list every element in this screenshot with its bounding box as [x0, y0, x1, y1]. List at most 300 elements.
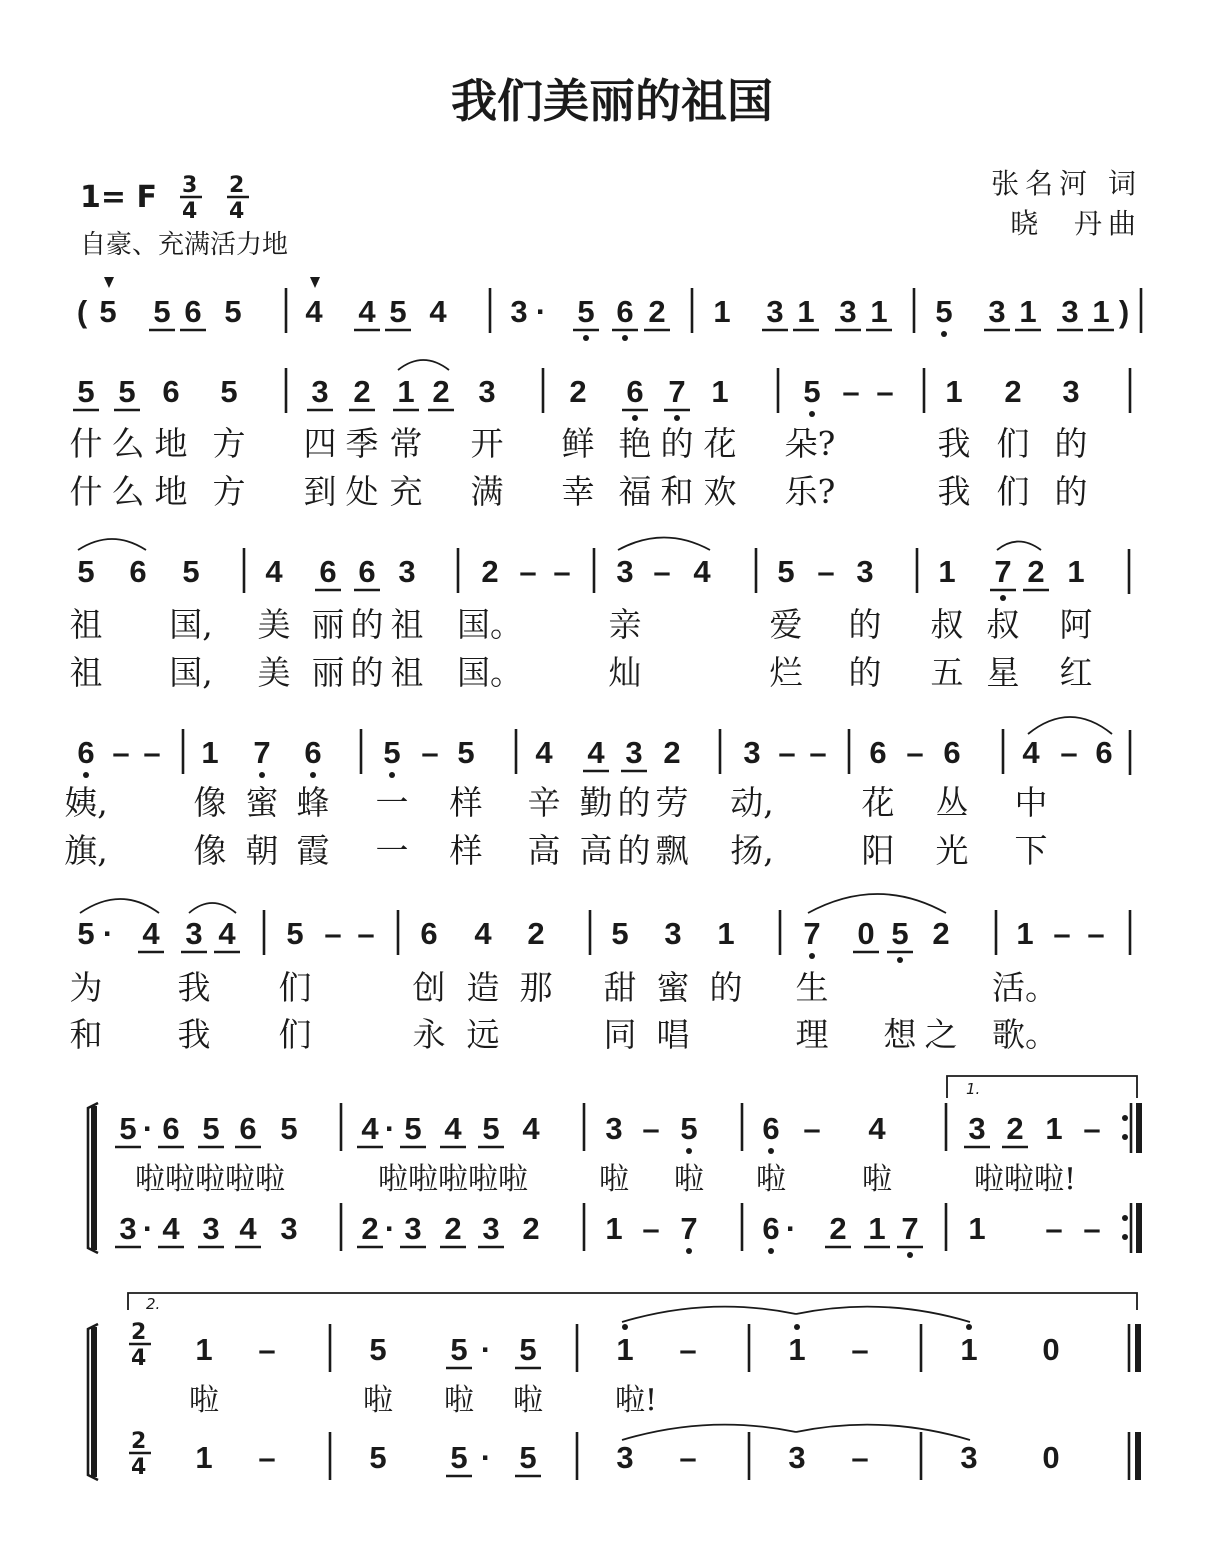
low-octave-dot [632, 415, 638, 421]
lyric-syllable: 我 [937, 472, 971, 511]
note: 7 [253, 735, 271, 770]
lyric-syllable: 生 [795, 968, 829, 1007]
note: 2 [522, 1211, 540, 1246]
slur [796, 1425, 970, 1440]
parenthesis: ) [1118, 294, 1130, 329]
lyric-syllable: 啦 [756, 1162, 786, 1197]
lyric-syllable: 美 [257, 653, 291, 692]
lyric-syllable: 艳 [618, 424, 652, 463]
slur [618, 538, 710, 551]
note: 3 [1061, 294, 1079, 329]
extension-dash: – [876, 374, 894, 409]
note: 1 [397, 374, 415, 409]
lyric-syllable: 一 [375, 783, 409, 822]
note: 5 [457, 735, 475, 770]
note: 4 [239, 1211, 257, 1246]
volta-number: 1. [966, 1080, 981, 1098]
lyric-syllable: 那 [519, 968, 553, 1007]
note: 5 [519, 1332, 537, 1367]
lyric-syllable: 造 [466, 968, 500, 1007]
note: 3 [766, 294, 784, 329]
volta-number: 2. [146, 1295, 161, 1313]
note: 5 [680, 1111, 698, 1146]
note: 5 [153, 294, 171, 329]
slur [622, 1425, 796, 1440]
note: 5 [450, 1332, 468, 1367]
extension-dash: – [803, 1111, 821, 1146]
lyric-syllable: 劳 [655, 783, 689, 822]
extension-dash: – [553, 554, 571, 589]
time-signature-3-4 [180, 173, 202, 224]
note: 2 [932, 916, 950, 951]
note: 6 [762, 1211, 780, 1246]
lyric-syllable: 啦啦啦啦啦 [378, 1162, 528, 1197]
lyric-syllable: 的 [617, 783, 651, 822]
note: 6 [129, 554, 147, 589]
note: 2 [1027, 554, 1045, 589]
lyric-syllable: 丛 [935, 783, 969, 822]
note: 2 [1004, 374, 1022, 409]
lyric-syllable: 季 [345, 424, 379, 463]
lyric-syllable: 啦啦啦啦啦 [135, 1162, 285, 1197]
note: 3 [625, 735, 643, 770]
lyric-syllable: 样 [449, 783, 483, 822]
extension-dash: – [1087, 916, 1105, 951]
note: 3 [616, 554, 634, 589]
extension-dash: – [1083, 1111, 1101, 1146]
lyric-syllable: 的 [709, 968, 743, 1007]
accent-marks [104, 277, 320, 288]
note: 1 [1045, 1111, 1063, 1146]
lyric-syllable: 欢 [703, 472, 737, 511]
lyric-syllable: 国, [169, 653, 213, 692]
parenthesis: ( [76, 294, 88, 329]
lyric-syllable: 的 [1054, 472, 1088, 511]
note: 1 [788, 1332, 806, 1367]
extension-dash: – [143, 735, 161, 770]
note: 5 [286, 916, 304, 951]
note: 3 [202, 1211, 220, 1246]
note: 3 [185, 916, 203, 951]
note: 0 [1042, 1332, 1060, 1367]
lyric-syllable: 姨, [64, 783, 108, 822]
lyric-syllable: 叔 [986, 605, 1020, 644]
lyric-syllable: 们 [996, 472, 1030, 511]
tempo-marking: 自豪、充满活力地 [80, 230, 289, 260]
lyric-syllable: 啦 [444, 1383, 474, 1418]
low-octave-dot [907, 1252, 913, 1258]
slur [80, 899, 159, 913]
note: 3 [839, 294, 857, 329]
lyric-syllable: 霞 [296, 831, 330, 870]
lyric-syllable: 丽 [311, 653, 345, 692]
note: 5 [611, 916, 629, 951]
lyric-syllable: 灿 [608, 653, 642, 692]
lyric-syllable: 远 [466, 1015, 500, 1054]
dot-mark: · [480, 1440, 492, 1475]
lyric-syllable: 下 [1014, 831, 1048, 870]
note: 4 [1022, 735, 1040, 770]
note: 5 [369, 1440, 387, 1475]
dot-mark: · [785, 1211, 797, 1246]
lyric-syllable: 我 [177, 1015, 211, 1054]
lyric-syllable: 想 [883, 1015, 917, 1054]
dot-mark: · [384, 1111, 396, 1146]
lyric-syllable: 的 [848, 653, 882, 692]
note: 3 [788, 1440, 806, 1475]
extension-dash: – [679, 1440, 697, 1475]
note: 4 [162, 1211, 180, 1246]
extension-dash: – [842, 374, 860, 409]
note: 6 [184, 294, 202, 329]
note: 5 [77, 554, 95, 589]
lyric-syllable: 为 [69, 968, 103, 1007]
note: 5 [202, 1111, 220, 1146]
slur [997, 542, 1041, 551]
low-octave-dot [809, 411, 815, 417]
lyric-syllable: 一 [375, 831, 409, 870]
note: 1 [938, 554, 956, 589]
note: 6 [162, 1111, 180, 1146]
lyric-syllable: 啦 [189, 1383, 219, 1418]
lyric-syllable: 亲 [608, 605, 642, 644]
note: 6 [943, 735, 961, 770]
final-barline [1129, 1324, 1138, 1480]
dot-mark: · [535, 294, 547, 329]
lyric-syllable: 们 [278, 1015, 312, 1054]
lyric-syllable: 啦 [363, 1383, 393, 1418]
extension-dash: – [258, 1332, 276, 1367]
note: 2 [527, 916, 545, 951]
slur [622, 1307, 796, 1322]
lyric-syllable: 唱 [656, 1015, 690, 1054]
slur [1028, 717, 1112, 734]
lyric-syllable: 叔 [930, 605, 964, 644]
extension-dash: – [1053, 916, 1071, 951]
low-octave-dot [310, 772, 316, 778]
note: 3 [968, 1111, 986, 1146]
lyric-syllable: 的 [660, 424, 694, 463]
note: 1 [870, 294, 888, 329]
lyric-syllable: 甜 [603, 968, 637, 1007]
extension-dash: – [642, 1111, 660, 1146]
note: 1 [713, 294, 731, 329]
lyric-syllable: 美 [257, 605, 291, 644]
note: 2 [829, 1211, 847, 1246]
time-sig-top: 2 [131, 1320, 147, 1345]
lyric-syllable: 们 [996, 424, 1030, 463]
note: 4 [474, 916, 492, 951]
note: 3 [664, 916, 682, 951]
note: 1 [868, 1211, 886, 1246]
lyric-syllable: 么 [111, 424, 145, 463]
lyric-syllable: 辛 [527, 783, 561, 822]
low-octave-dot [897, 957, 903, 963]
time-sig-bottom: 4 [131, 1455, 147, 1480]
lyricist-credit: 张名河 词 [991, 167, 1142, 200]
low-octave-dot [259, 772, 265, 778]
note: 1 [195, 1332, 213, 1367]
lyric-syllable: 鲜 [561, 424, 595, 463]
slur [398, 360, 449, 370]
note: 1 [1092, 294, 1110, 329]
note: 1 [616, 1332, 634, 1367]
lyric-syllable: 和 [660, 472, 694, 511]
note: 3 [856, 554, 874, 589]
lyric-syllable: 什 [69, 472, 103, 511]
note: 1 [1019, 294, 1037, 329]
lyric-syllable: 福 [618, 472, 652, 511]
lyric-syllable: 朝 [245, 831, 279, 870]
note: 5 [404, 1111, 422, 1146]
lyric-syllable: 地 [154, 424, 188, 463]
lyric-syllable: 创 [412, 968, 446, 1007]
note: 4 [444, 1111, 462, 1146]
lyric-syllable: 什 [69, 424, 103, 463]
note: 4 [358, 294, 376, 329]
note: 7 [803, 916, 821, 951]
accent-mark [310, 277, 320, 288]
extension-dash: – [1045, 1211, 1063, 1246]
dot-mark: · [142, 1211, 154, 1246]
extension-dash: – [851, 1440, 869, 1475]
repeat-sign [1122, 1103, 1139, 1253]
lyric-syllable: 高 [527, 831, 561, 870]
accent-mark [104, 277, 114, 288]
note: 6 [239, 1111, 257, 1146]
lyric-syllable: 同 [603, 1015, 637, 1054]
lyric-syllable: 烂 [769, 653, 803, 692]
note: 6 [358, 554, 376, 589]
extension-dash: – [1060, 735, 1078, 770]
lyric-syllable: 花 [703, 424, 737, 463]
extension-dash: – [679, 1332, 697, 1367]
note: 4 [535, 735, 553, 770]
note: 6 [162, 374, 180, 409]
note: 6 [616, 294, 634, 329]
lyric-syllable: 星 [986, 653, 1020, 692]
lyric-syllable: 光 [935, 831, 969, 870]
time-sig-bottom: 4 [229, 199, 245, 224]
lyric-syllable: 活。 [992, 968, 1058, 1007]
note: 3 [1062, 374, 1080, 409]
note: 4 [522, 1111, 540, 1146]
lyric-syllable: 朵? [784, 424, 836, 463]
dot-mark: · [384, 1211, 396, 1246]
slurs [78, 360, 1112, 1440]
lyric-syllable: 啦啦啦! [973, 1162, 1077, 1197]
note: 4 [587, 735, 605, 770]
time-sig-bottom: 4 [182, 199, 198, 224]
time-sig-top: 2 [229, 173, 245, 198]
extension-dash: – [906, 735, 924, 770]
extension-dash: – [421, 735, 439, 770]
extension-dash: – [519, 554, 537, 589]
lyric-syllable: 动, [730, 783, 774, 822]
note: 3 [280, 1211, 298, 1246]
note: 2 [569, 374, 587, 409]
lyric-syllable: 之 [924, 1015, 958, 1054]
note: 6 [319, 554, 337, 589]
note: 2 [663, 735, 681, 770]
lyric-syllable: 蜂 [296, 783, 330, 822]
note: 3 [743, 735, 761, 770]
note: 1 [797, 294, 815, 329]
time-sig-top: 3 [182, 173, 198, 198]
lyric-syllable: 方 [212, 424, 246, 463]
lyric-syllable: 样 [449, 831, 483, 870]
note: 5 [182, 554, 200, 589]
lyric-syllable: 啦 [513, 1383, 543, 1418]
note: 1 [711, 374, 729, 409]
high-octave-dot [794, 1324, 800, 1330]
extension-dash: – [258, 1440, 276, 1475]
note: 5 [803, 374, 821, 409]
lyric-syllable: 理 [795, 1015, 829, 1054]
high-octave-dot [966, 1324, 972, 1330]
note: 3 [988, 294, 1006, 329]
dot-mark: · [102, 916, 114, 951]
extension-dash: – [778, 735, 796, 770]
volta-bracket [128, 1293, 1137, 1310]
low-octave-dot [768, 1248, 774, 1254]
lyric-syllable: 啦 [862, 1162, 892, 1197]
song-title: 我们美丽的祖国 [451, 74, 773, 128]
note: 5 [369, 1332, 387, 1367]
low-octave-dot [809, 953, 815, 959]
note: 1 [1067, 554, 1085, 589]
note: 1 [1016, 916, 1034, 951]
note: 5 [77, 374, 95, 409]
low-octave-dot [941, 331, 947, 337]
note: 7 [901, 1211, 919, 1246]
note: 0 [1042, 1440, 1060, 1475]
slur [796, 1307, 970, 1322]
note: 4 [265, 554, 283, 589]
note: 7 [680, 1211, 698, 1246]
lyric-syllable: 高 [579, 831, 613, 870]
extension-dash: – [817, 554, 835, 589]
high-octave-dot [622, 1324, 628, 1330]
lyric-syllable: 国, [169, 605, 213, 644]
lyric-syllable: 中 [1014, 783, 1048, 822]
lyric-syllable: 红 [1059, 653, 1093, 692]
extension-dash: – [653, 554, 671, 589]
note: 2 [432, 374, 450, 409]
lyric-syllable: 像 [193, 831, 227, 870]
note: 3 [404, 1211, 422, 1246]
note: 4 [142, 916, 160, 951]
lyric-syllable: 到 [303, 472, 337, 511]
lyric-syllable: 地 [154, 472, 188, 511]
key-signature: 1= F [80, 180, 157, 215]
time-sig-top: 2 [131, 1429, 147, 1454]
lyric-syllable: 国。 [457, 653, 523, 692]
note: 3 [960, 1440, 978, 1475]
slur [78, 539, 146, 550]
time-signature-2-4 [129, 1320, 151, 1371]
note: 5 [220, 374, 238, 409]
note: 4 [868, 1111, 886, 1146]
low-octave-dot [1000, 595, 1006, 601]
note: 5 [99, 294, 117, 329]
note: 3 [478, 374, 496, 409]
note: 3 [311, 374, 329, 409]
lyric-syllable: 的 [1054, 424, 1088, 463]
lyric-syllable: 我 [937, 424, 971, 463]
time-signature-2-4 [129, 1429, 151, 1480]
dot-mark: · [142, 1111, 154, 1146]
note: 5 [450, 1440, 468, 1475]
note: 4 [218, 916, 236, 951]
note: 2 [353, 374, 371, 409]
note: 6 [304, 735, 322, 770]
extension-dash: – [809, 735, 827, 770]
lyric-syllable: 的 [350, 653, 384, 692]
lyric-syllable: 旗, [64, 831, 108, 870]
note: 5 [224, 294, 242, 329]
extension-dash: – [851, 1332, 869, 1367]
low-octave-dot [686, 1248, 692, 1254]
note: 5 [519, 1440, 537, 1475]
lyric-syllable: 祖 [69, 605, 103, 644]
note: 5 [77, 916, 95, 951]
low-octave-dot [768, 1148, 774, 1154]
low-octave-dot [686, 1148, 692, 1154]
time-signature-2-4 [227, 173, 249, 224]
note: 7 [994, 554, 1012, 589]
lyric-syllable: 充 [389, 472, 423, 511]
dot-mark: · [480, 1332, 492, 1367]
note: 4 [429, 294, 447, 329]
lyric-syllable: 扬, [730, 831, 774, 870]
low-octave-dot [389, 772, 395, 778]
note: 5 [935, 294, 953, 329]
note: 5 [389, 294, 407, 329]
lyric-syllable: 四 [303, 424, 337, 463]
note: 6 [420, 916, 438, 951]
note: 3 [510, 294, 528, 329]
note: 6 [626, 374, 644, 409]
note: 5 [118, 374, 136, 409]
lyric-syllable: 丽 [311, 605, 345, 644]
note: 3 [616, 1440, 634, 1475]
composer-credit: 晓 丹曲 [1010, 207, 1142, 240]
note: 5 [577, 294, 595, 329]
slur [189, 903, 236, 913]
note: 4 [361, 1111, 379, 1146]
note: 1 [960, 1332, 978, 1367]
note: 3 [605, 1111, 623, 1146]
lyric-syllable: 处 [345, 472, 379, 511]
extension-dash: – [642, 1211, 660, 1246]
extension-dash: – [1083, 1211, 1101, 1246]
lyric-syllable: 啦! [614, 1383, 658, 1418]
extension-dash: – [357, 916, 375, 951]
note: 4 [693, 554, 711, 589]
lyric-syllable: 祖 [69, 653, 103, 692]
lyric-syllable: 五 [930, 653, 964, 692]
extension-dash: – [324, 916, 342, 951]
low-octave-dot [622, 335, 628, 341]
lyric-syllable: 像 [193, 783, 227, 822]
note: 0 [857, 916, 875, 951]
lyric-syllable: 的 [350, 605, 384, 644]
lyric-syllable: 开 [470, 424, 504, 463]
note: 3 [398, 554, 416, 589]
lyric-syllable: 祖 [390, 653, 424, 692]
lyric-syllable: 方 [212, 472, 246, 511]
